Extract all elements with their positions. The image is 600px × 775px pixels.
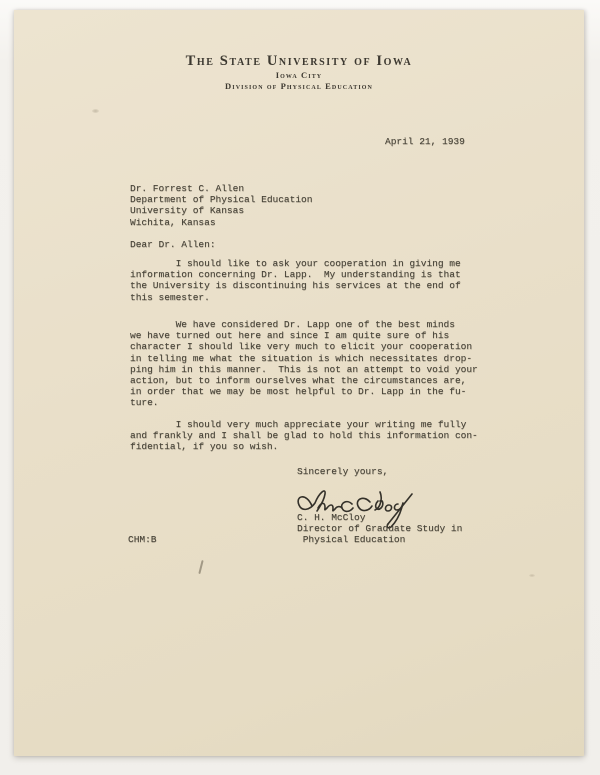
body-line: character I should like very much to elicit your cooperation bbox=[130, 341, 473, 353]
salutation: Dear Dr. Allen: bbox=[130, 239, 216, 250]
body-line: We have considered Dr. Lapp one of the best minds bbox=[130, 319, 455, 330]
letterhead-city: Iowa City bbox=[275, 70, 323, 80]
body-line: and frankly and I shall be glad to hold this information con- bbox=[130, 430, 478, 442]
recipient-univ: University of Kansas bbox=[130, 205, 245, 217]
signer-name: C. H. McCloy bbox=[297, 512, 366, 523]
paper-speck bbox=[529, 574, 535, 577]
pencil-mark bbox=[198, 560, 203, 574]
body-line: in telling me what the situation is which necessitates drop- bbox=[130, 352, 473, 364]
signer-title: Director of Graduate Study in bbox=[297, 523, 463, 535]
recipient-name: Dr. Forrest C. Allen bbox=[130, 183, 245, 194]
body-line: I should like to ask your cooperation in giving me bbox=[130, 258, 461, 269]
body-line: I should very much appreciate your writing me fully bbox=[130, 419, 467, 430]
body-line: action, but to inform ourselves what the circumstances are, bbox=[130, 375, 467, 386]
signer-title: Physical Education bbox=[297, 534, 406, 546]
body-line: the University is discontinuing his services at the end of bbox=[130, 280, 461, 292]
recipient-dept: Department of Physical Education bbox=[130, 194, 313, 206]
letter-paper bbox=[14, 10, 584, 756]
letterhead bbox=[14, 54, 584, 91]
letterhead-institution: The State University of Iowa bbox=[185, 53, 413, 69]
body-line: information concerning Dr. Lapp. My understanding is that bbox=[130, 269, 461, 281]
reference-initials: CHM:B bbox=[128, 534, 157, 546]
body-line: fidential, if you so wish. bbox=[130, 441, 279, 453]
body-line: in order that we may be most helpful to Dr. Lapp in the fu- bbox=[130, 386, 467, 398]
body-line: we have turned out here and since I am quite sure of his bbox=[130, 330, 450, 342]
date-line: April 21, 1939 bbox=[385, 136, 465, 147]
paper-speck bbox=[92, 109, 99, 113]
recipient-city: Wichita, Kansas bbox=[130, 216, 216, 228]
letterhead-division: Division of Physical Education bbox=[225, 81, 373, 91]
valediction: Sincerely yours, bbox=[297, 466, 389, 477]
body-line: ture. bbox=[130, 397, 159, 409]
body-line: this semester. bbox=[130, 291, 210, 303]
body-line: ping him in this manner. This is not an attempt to void your bbox=[130, 363, 478, 375]
